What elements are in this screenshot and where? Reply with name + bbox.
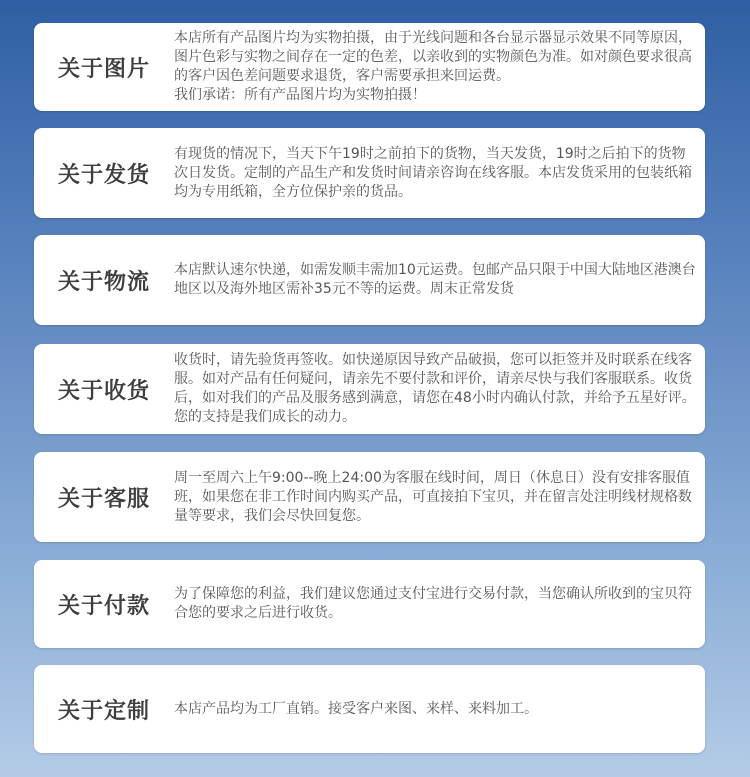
card-text: 本店所有产品图片均为实物拍摄，由于光线问题和各台显示器显示效果不同等原因，图片色彩与实物之间存在一定的色差，以亲收到的实物颜色为准。如对颜色要求很高的客户因色差问题要求退货，客户需要承担来回运费。 bbox=[174, 30, 692, 84]
card-title: 关于客服 bbox=[57, 486, 150, 512]
card-about-customization bbox=[34, 665, 705, 753]
card-about-payment bbox=[34, 560, 705, 648]
card-body bbox=[174, 560, 699, 648]
card-body bbox=[174, 452, 699, 542]
card-text: 为了保障您的利益，我们建议您通过支付宝进行交易付款，当您确认所收到的宝贝符合您的要求之后进行收货。 bbox=[174, 586, 692, 621]
card-title: 关于物流 bbox=[57, 269, 150, 295]
card-about-images bbox=[34, 23, 705, 111]
card-body bbox=[174, 128, 699, 218]
card-body bbox=[174, 344, 699, 434]
card-title: 关于图片 bbox=[57, 56, 150, 82]
card-about-shipping bbox=[34, 128, 705, 218]
card-title: 关于发货 bbox=[57, 162, 150, 188]
card-text: 本店默认速尔快递，如需发顺丰需加10元运费。包邮产品只限于中国大陆地区港澳台地区以及海外地区需补35元不等的运费。周末正常发货 bbox=[174, 262, 696, 297]
card-body bbox=[174, 235, 699, 325]
card-about-logistics bbox=[34, 235, 705, 325]
card-text: 收货时，请先验货再签收。如快递原因导致产品破损，您可以拒签并及时联系在线客服。如对产品有任何疑问，请亲先不要付款和评价，请亲尽快与我们客服联系。收货后，如对我们的产品及服务感到满意，请您在48小时内确认付款，并给予五星好评。您的支持是我们成长的动力。 bbox=[174, 352, 696, 425]
card-about-service bbox=[34, 452, 705, 542]
card-body bbox=[174, 23, 699, 111]
card-text: 有现货的情况下，当天下午19时之前拍下的货物，当天发货，19时之后拍下的货物次日发货。定制的产品生产和发货时间请亲咨询在线客服。本店发货采用的包装纸箱均为专用纸箱，全方位保护亲的货品。 bbox=[174, 145, 692, 200]
card-title: 关于付款 bbox=[57, 593, 150, 619]
card-title: 关于定制 bbox=[57, 698, 150, 724]
card-text: 本店产品均为工厂直销。接受客户来图、来样、来料加工。 bbox=[174, 700, 538, 717]
card-text-promise: 我们承诺：所有产品图片均为实物拍摄！ bbox=[174, 87, 426, 103]
card-body bbox=[174, 665, 699, 753]
card-title: 关于收货 bbox=[57, 378, 150, 404]
card-about-receiving bbox=[34, 344, 705, 434]
card-text: 周一至周六上午9:00--晚上24:00为客服在线时间，周日（休息日）没有安排客服值班，如果您在非工作时间内购买产品，可直接拍下宝贝，并在留言处注明线材规格数量等要求，我们会尽快回复您。 bbox=[174, 469, 692, 524]
